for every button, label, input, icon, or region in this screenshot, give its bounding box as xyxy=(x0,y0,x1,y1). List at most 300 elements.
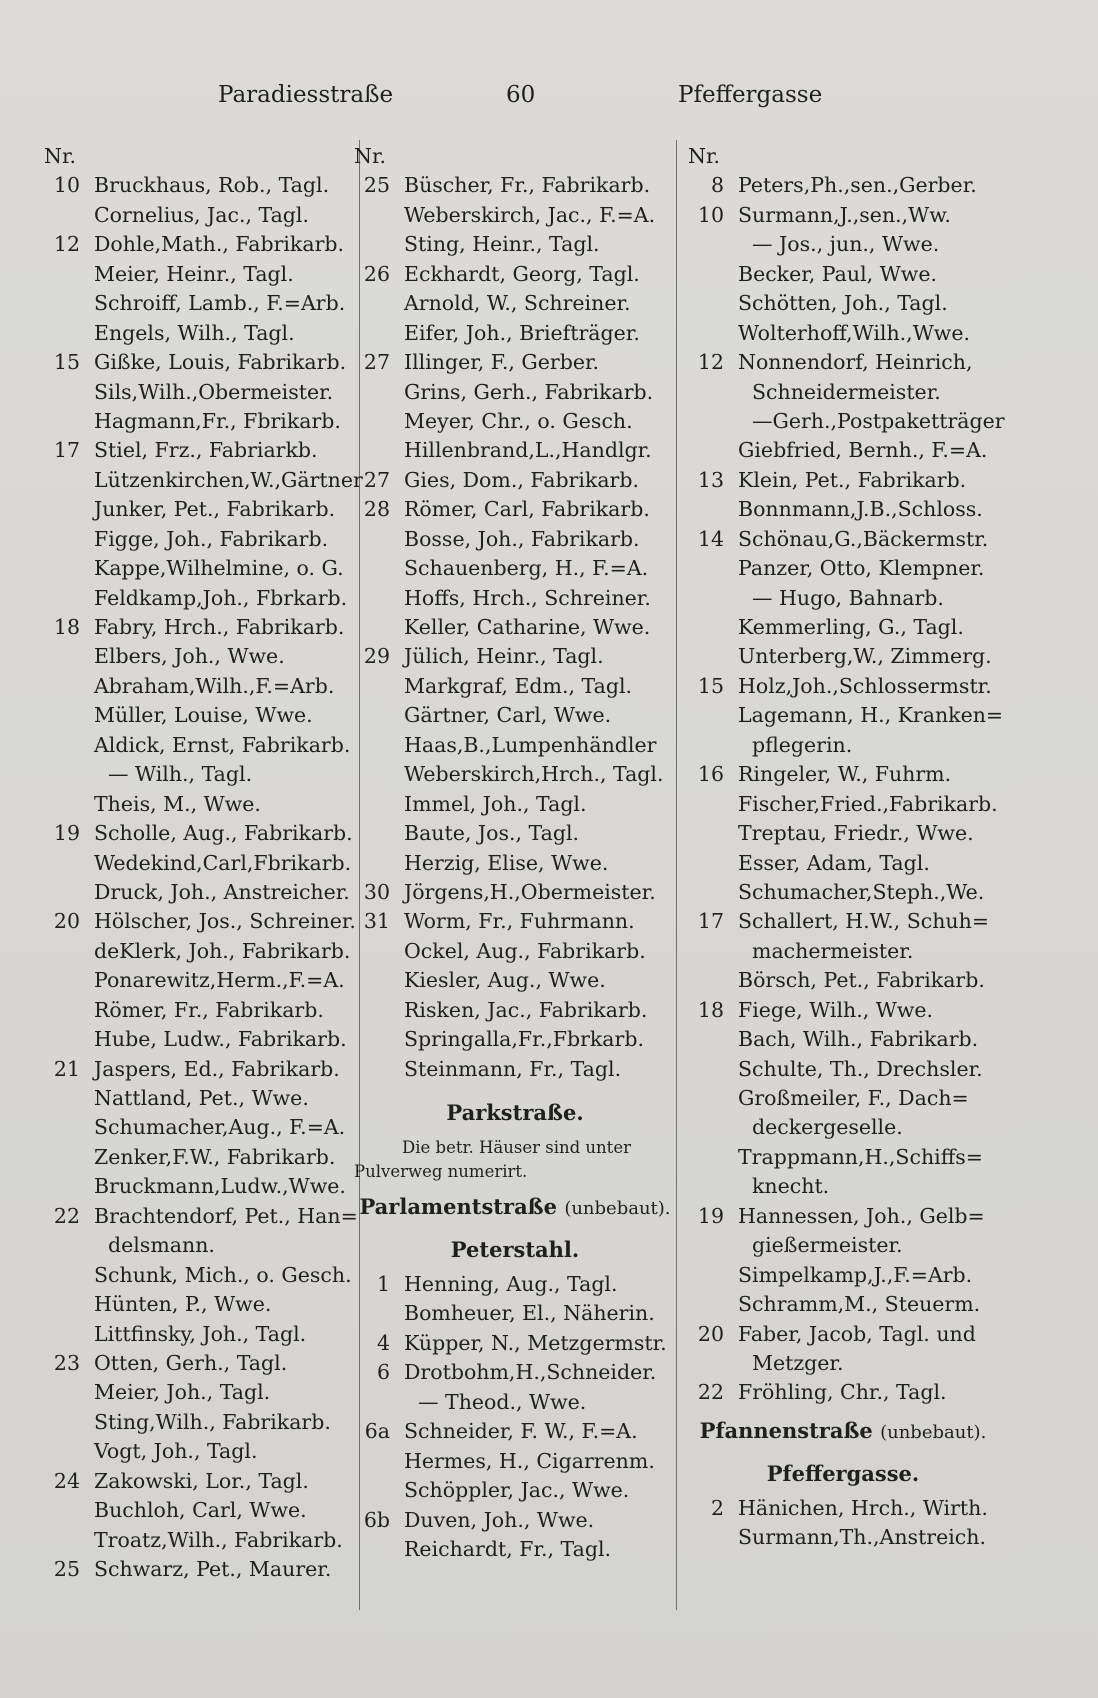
house-number: 22 xyxy=(53,1203,80,1228)
directory-entry xyxy=(354,1270,676,1299)
resident-entry: Schumacher,Steph.,We. xyxy=(738,879,985,904)
resident-entry: Schroiff, Lamb., F.=Arb. xyxy=(94,291,346,316)
resident-entry: Worm, Fr., Fuhrmann. xyxy=(404,909,635,934)
resident-entry: Brachtendorf, Pet., Han= xyxy=(94,1203,358,1228)
resident-entry: Surmann,J.,sen.,Ww. xyxy=(738,202,951,227)
directory-entry xyxy=(44,1408,356,1437)
house-number: 20 xyxy=(697,1321,724,1346)
directory-entry xyxy=(354,760,676,789)
resident-entry: Hünten, P., Wwe. xyxy=(94,1292,272,1317)
directory-entry xyxy=(688,878,998,907)
house-number: 19 xyxy=(53,821,80,846)
directory-entry xyxy=(354,554,676,583)
directory-entry xyxy=(44,1261,356,1290)
nr-label: Nr. xyxy=(354,144,387,168)
directory-entry xyxy=(44,436,356,465)
directory-entry xyxy=(688,1261,998,1290)
resident-entry: Wolterhoff,Wilh.,Wwe. xyxy=(738,320,970,345)
street-status: (unbebaut). xyxy=(564,1198,671,1219)
resident-entry: Markgraf, Edm., Tagl. xyxy=(404,673,633,698)
house-number: 15 xyxy=(53,350,80,375)
house-number: 6a xyxy=(364,1419,390,1444)
note-line: Pulverweg numerirt. xyxy=(354,1162,528,1181)
entries-col3-paradiesstrasse xyxy=(688,171,1005,1407)
directory-entry xyxy=(354,672,676,701)
resident-entry: Meyer, Chr., o. Gesch. xyxy=(404,408,633,433)
resident-entry: Troatz,Wilh., Fabrikarb. xyxy=(94,1527,343,1552)
directory-entry xyxy=(688,849,998,878)
resident-entry: Nattland, Pet., Wwe. xyxy=(94,1086,309,1110)
resident-entry: Wedekind,Carl,Fbrikarb. xyxy=(94,850,352,875)
resident-entry: Grins, Gerh., Fabrikarb. xyxy=(404,379,654,404)
resident-entry: Holz,Joh.,Schlossermstr. xyxy=(738,673,992,698)
directory-entry xyxy=(688,731,998,760)
house-number: 30 xyxy=(363,879,390,904)
resident-entry: Hube, Ludw., Fabrikarb. xyxy=(94,1027,347,1052)
header-left-street: Paradiesstraße xyxy=(218,82,394,108)
street-heading-pfeffergasse: Pfeffergasse. xyxy=(766,1460,920,1486)
house-number: 2 xyxy=(710,1495,724,1520)
directory-entry xyxy=(354,966,676,995)
directory-entry xyxy=(688,230,998,259)
column-1 xyxy=(44,142,363,1584)
directory-entry xyxy=(688,1202,998,1231)
column-2 xyxy=(354,142,676,1564)
resident-entry: Fischer,Fried.,Fabrikarb. xyxy=(738,791,998,816)
entries-col1 xyxy=(44,171,363,1584)
directory-entry xyxy=(44,701,356,730)
resident-entry: Steinmann, Fr., Tagl. xyxy=(404,1056,622,1081)
directory-entry xyxy=(688,1378,998,1407)
house-number: 20 xyxy=(53,909,80,934)
directory-entry xyxy=(44,996,356,1025)
resident-entry: Sting,Wilh., Fabrikarb. xyxy=(94,1409,331,1434)
resident-entry: Jülich, Heinr., Tagl. xyxy=(404,644,604,669)
nr-label: Nr. xyxy=(44,144,77,168)
directory-entry xyxy=(354,584,676,613)
resident-entry: Schramm,M., Steuerm. xyxy=(738,1292,981,1317)
directory-entry xyxy=(688,1084,998,1113)
resident-entry: Feldkamp,Joh., Fbrkarb. xyxy=(94,585,348,610)
street-heading-parkstrasse: Parkstraße. xyxy=(446,1100,584,1125)
resident-entry: Hermes, H., Cigarrenm. xyxy=(404,1448,655,1473)
resident-entry: Esser, Adam, Tagl. xyxy=(738,850,930,875)
resident-entry: Schönau,G.,Bäckermstr. xyxy=(738,526,989,551)
directory-entry xyxy=(44,525,356,554)
directory-entry xyxy=(688,1290,998,1319)
house-number: 26 xyxy=(363,261,390,286)
directory-entry xyxy=(44,1172,356,1201)
house-number: 17 xyxy=(53,438,80,463)
resident-entry: Springalla,Fr.,Fbrkarb. xyxy=(404,1027,644,1052)
directory-entry xyxy=(44,1084,356,1113)
directory-entry xyxy=(688,1320,998,1349)
resident-entry: Meier, Heinr., Tagl. xyxy=(94,261,294,286)
house-number: 25 xyxy=(53,1557,80,1581)
resident-entry: Risken, Jac., Fabrikarb. xyxy=(404,997,648,1022)
resident-entry: Schauenberg, H., F.=A. xyxy=(404,556,649,581)
directory-entry xyxy=(688,171,998,200)
directory-entry xyxy=(44,907,356,936)
directory-entry xyxy=(688,1494,998,1523)
resident-entry: Illinger, F., Gerber. xyxy=(404,350,600,375)
resident-entry: Vogt, Joh., Tagl. xyxy=(94,1439,258,1464)
directory-entry xyxy=(354,1388,676,1417)
house-number: 27 xyxy=(363,350,390,375)
directory-entry xyxy=(44,1202,356,1231)
directory-entry xyxy=(44,171,356,200)
directory-entry xyxy=(44,672,356,701)
directory-entry xyxy=(688,672,998,701)
directory-entry xyxy=(354,701,676,730)
directory-entry xyxy=(44,731,356,760)
street-title: Parlamentstraße xyxy=(359,1194,557,1219)
resident-entry: Bach, Wilh., Fabrikarb. xyxy=(738,1027,979,1052)
resident-entry: Zakowski, Lor., Tagl. xyxy=(94,1468,309,1493)
directory-entry xyxy=(688,289,998,318)
resident-entry: Duven, Joh., Wwe. xyxy=(404,1507,595,1532)
resident-entry: Simpelkamp,J.,F.=Arb. xyxy=(738,1262,973,1287)
directory-entry xyxy=(44,319,356,348)
resident-entry: Müller, Louise, Wwe. xyxy=(94,703,313,728)
resident-entry: Gies, Dom., Fabrikarb. xyxy=(404,467,639,492)
directory-entry xyxy=(354,642,676,671)
resident-entry: Panzer, Otto, Klempner. xyxy=(738,556,985,581)
directory-entry xyxy=(354,613,676,642)
directory-entry xyxy=(688,1523,998,1552)
house-number: 15 xyxy=(697,673,724,698)
resident-entry: Weberskirch,Hrch., Tagl. xyxy=(404,762,664,787)
directory-entry xyxy=(354,907,676,936)
directory-entry xyxy=(354,937,676,966)
resident-entry: Scholle, Aug., Fabrikarb. xyxy=(94,821,353,846)
directory-entry xyxy=(44,1025,356,1054)
resident-entry: Lagemann, H., Kranken= xyxy=(738,703,1004,728)
directory-entry xyxy=(354,230,676,259)
directory-entry xyxy=(44,201,356,230)
house-number: 19 xyxy=(697,1203,724,1228)
directory-entry xyxy=(354,525,676,554)
house-number: 14 xyxy=(697,526,724,551)
directory-entry xyxy=(354,878,676,907)
resident-entry: Römer, Carl, Fabrikarb. xyxy=(404,497,650,522)
resident-entry: Ockel, Aug., Fabrikarb. xyxy=(404,938,646,963)
resident-entry: Figge, Joh., Fabrikarb. xyxy=(94,526,329,551)
directory-entry xyxy=(44,1113,356,1142)
house-number: 6b xyxy=(363,1507,390,1532)
resident-entry: Eckhardt, Georg, Tagl. xyxy=(404,261,640,286)
resident-entry: Fabry, Hrch., Fabrikarb. xyxy=(94,615,345,639)
resident-entry: Stiel, Frz., Fabriarkb. xyxy=(94,438,318,463)
house-number: 23 xyxy=(53,1350,80,1375)
directory-entry xyxy=(688,554,998,583)
resident-entry: Römer, Fr., Fabrikarb. xyxy=(94,997,324,1022)
resident-entry: Börsch, Pet., Fabrikarb. xyxy=(738,968,985,993)
directory-entry xyxy=(354,1417,676,1446)
resident-entry: delsmann. xyxy=(108,1233,215,1258)
house-number: 21 xyxy=(53,1056,80,1081)
directory-entry xyxy=(354,495,676,524)
resident-entry: Bonnmann,J.B.,Schloss. xyxy=(738,497,983,522)
house-number: 18 xyxy=(697,997,724,1022)
resident-entry: Küpper, N., Metzgermstr. xyxy=(404,1330,667,1355)
directory-entry xyxy=(354,819,676,848)
resident-entry: Ponarewitz,Herm.,F.=A. xyxy=(94,968,345,993)
resident-entry: Klein, Pet., Fabrikarb. xyxy=(738,467,967,492)
directory-entry xyxy=(688,436,998,465)
resident-entry: Kiesler, Aug., Wwe. xyxy=(404,968,606,993)
resident-entry: Sting, Heinr., Tagl. xyxy=(404,232,600,257)
resident-entry: Schallert, H.W., Schuh= xyxy=(738,909,990,934)
resident-entry: Surmann,Th.,Anstreich. xyxy=(738,1525,986,1550)
resident-entry: Dohle,Math., Fabrikarb. xyxy=(94,232,345,257)
resident-entry: Eifer, Joh., Briefträger. xyxy=(404,320,640,345)
resident-entry: Bosse, Joh., Fabrikarb. xyxy=(404,526,640,551)
resident-entry: Hölscher, Jos., Schreiner. xyxy=(94,909,356,934)
directory-entry xyxy=(688,201,998,230)
resident-entry: Junker, Pet., Fabrikarb. xyxy=(94,497,336,522)
house-number: 16 xyxy=(697,762,724,787)
house-number: 17 xyxy=(697,909,724,934)
house-number: 27 xyxy=(363,467,390,492)
directory-entry xyxy=(688,319,998,348)
resident-entry: Weberskirch, Jac., F.=A. xyxy=(404,202,656,227)
directory-entry xyxy=(688,1025,998,1054)
house-number: 12 xyxy=(53,232,80,257)
resident-entry: Bruckmann,Ludw.,Wwe. xyxy=(94,1174,346,1199)
directory-entry xyxy=(44,554,356,583)
resident-entry: Gißke, Louis, Fabrikarb. xyxy=(94,350,347,375)
street-status: (unbebaut). xyxy=(880,1421,987,1443)
directory-entry xyxy=(44,1526,356,1555)
directory-entry xyxy=(354,1025,676,1054)
directory-entry xyxy=(354,1358,676,1387)
directory-entry xyxy=(354,407,676,436)
resident-entry: pflegerin. xyxy=(752,732,853,757)
resident-entry: Jaspers, Ed., Fabrikarb. xyxy=(94,1056,340,1081)
entries-col3-pfeffergasse xyxy=(688,1494,998,1553)
directory-entry xyxy=(688,260,998,289)
resident-entry: Sils,Wilh.,Obermeister. xyxy=(94,379,334,404)
directory-entry xyxy=(688,760,998,789)
directory-entry xyxy=(688,1143,998,1172)
resident-entry: Jörgens,H.,Obermeister. xyxy=(404,879,656,904)
resident-entry: — Theod., Wwe. xyxy=(418,1389,587,1414)
directory-entry xyxy=(688,466,998,495)
directory-entry xyxy=(354,849,676,878)
directory-entry xyxy=(354,201,676,230)
resident-entry: Schunk, Mich., o. Gesch. xyxy=(94,1262,352,1287)
resident-entry: Engels, Wilh., Tagl. xyxy=(94,320,295,345)
house-number: 4 xyxy=(376,1330,390,1355)
resident-entry: Druck, Joh., Anstreicher. xyxy=(94,879,350,904)
directory-entry xyxy=(44,937,356,966)
directory-entry xyxy=(688,584,998,613)
directory-entry xyxy=(688,996,998,1025)
resident-entry: Otten, Gerh., Tagl. xyxy=(94,1350,288,1375)
directory-entry xyxy=(354,1506,676,1535)
directory-entry xyxy=(354,1329,676,1358)
resident-entry: Abraham,Wilh.,F.=Arb. xyxy=(94,673,335,698)
resident-entry: Schneidermeister. xyxy=(752,379,941,404)
resident-entry: Schneider, F. W., F.=A. xyxy=(404,1419,638,1444)
directory-entry xyxy=(354,171,676,200)
resident-entry: Baute, Jos., Tagl. xyxy=(404,821,580,846)
resident-entry: knecht. xyxy=(752,1174,830,1199)
resident-entry: Cornelius, Jac., Tagl. xyxy=(94,202,309,227)
directory-entry xyxy=(688,819,998,848)
directory-entry xyxy=(354,1447,676,1476)
house-number: 25 xyxy=(363,173,390,198)
directory-entry xyxy=(354,378,676,407)
resident-entry: Drotbohm,H.,Schneider. xyxy=(404,1360,657,1385)
directory-entry xyxy=(44,1055,356,1084)
resident-entry: Kemmerling, G., Tagl. xyxy=(738,615,964,639)
resident-entry: Unterberg,W., Zimmerg. xyxy=(738,644,992,669)
directory-entry xyxy=(44,790,356,819)
directory-entry xyxy=(44,1496,356,1525)
resident-entry: Hillenbrand,L.,Handlgr. xyxy=(404,438,652,463)
resident-entry: Elbers, Joh., Wwe. xyxy=(94,644,285,669)
directory-entry xyxy=(44,289,356,318)
resident-entry: Arnold, W., Schreiner. xyxy=(404,291,631,316)
resident-entry: Haas,B.,Lumpenhändler xyxy=(404,732,657,757)
resident-entry: Bomheuer, El., Näherin. xyxy=(404,1301,655,1326)
resident-entry: Schötten, Joh., Tagl. xyxy=(738,291,948,316)
directory-entry xyxy=(688,1349,998,1378)
street-heading-parlamentstrasse xyxy=(354,1184,676,1230)
directory-entry xyxy=(688,790,998,819)
directory-entry xyxy=(44,584,356,613)
house-number: 29 xyxy=(363,644,390,669)
house-number: 10 xyxy=(53,173,80,198)
resident-entry: Keller, Catharine, Wwe. xyxy=(404,615,651,639)
directory-entry xyxy=(688,613,998,642)
resident-entry: Schumacher,Aug., F.=A. xyxy=(94,1115,346,1140)
directory-entry xyxy=(688,1113,998,1142)
directory-entry xyxy=(688,701,1004,730)
directory-entry xyxy=(688,642,998,671)
directory-entry xyxy=(354,348,676,377)
directory-entry xyxy=(44,966,356,995)
directory-entry xyxy=(688,378,998,407)
directory-entry xyxy=(44,466,363,495)
resident-entry: Lützenkirchen,W.,Gärtner xyxy=(94,467,363,492)
directory-entry xyxy=(44,1143,356,1172)
resident-entry: Metzger. xyxy=(752,1350,844,1375)
directory-entry xyxy=(44,760,356,789)
resident-entry: Peters,Ph.,sen.,Gerber. xyxy=(738,173,977,198)
house-number: 18 xyxy=(53,615,80,639)
directory-entry xyxy=(44,495,356,524)
directory-entry xyxy=(44,348,356,377)
directory-entry xyxy=(354,1055,676,1084)
column-divider xyxy=(676,140,677,1610)
note-line: Die betr. Häuser sind unter xyxy=(402,1138,631,1157)
resident-entry: Herzig, Elise, Wwe. xyxy=(404,850,609,875)
directory-entry xyxy=(44,878,356,907)
directory-entry xyxy=(44,1467,356,1496)
resident-entry: Hoffs, Hrch., Schreiner. xyxy=(404,585,651,610)
directory-entry xyxy=(688,1231,998,1260)
header-right-street: Pfeffergasse xyxy=(678,82,823,108)
directory-entry xyxy=(354,996,676,1025)
resident-entry: Buchloh, Carl, Wwe. xyxy=(94,1498,307,1523)
resident-entry: Aldick, Ernst, Fabrikarb. xyxy=(94,732,351,757)
parkstrasse-note xyxy=(354,1136,676,1184)
directory-entry xyxy=(44,378,356,407)
directory-entry xyxy=(44,1290,356,1319)
directory-entry xyxy=(44,1231,356,1260)
resident-entry: Schwarz, Pet., Maurer. xyxy=(94,1557,332,1581)
resident-entry: gießermeister. xyxy=(752,1233,903,1258)
directory-entry xyxy=(688,348,998,377)
resident-entry: deKlerk, Joh., Fabrikarb. xyxy=(94,938,351,963)
directory-entry xyxy=(354,790,676,819)
resident-entry: machermeister. xyxy=(752,938,914,963)
resident-entry: Henning, Aug., Tagl. xyxy=(404,1272,618,1296)
resident-entry: Fröhling, Chr., Tagl. xyxy=(738,1380,947,1405)
resident-entry: Giebfried, Bernh., F.=A. xyxy=(738,438,988,463)
resident-entry: Nonnendorf, Heinrich, xyxy=(738,350,973,375)
directory-entry xyxy=(688,966,998,995)
resident-entry: Großmeiler, F., Dach= xyxy=(738,1086,969,1110)
resident-entry: Meier, Joh., Tagl. xyxy=(94,1380,271,1405)
house-number: 1 xyxy=(376,1272,390,1296)
directory-entry xyxy=(354,466,676,495)
resident-entry: Kappe,Wilhelmine, o. G. xyxy=(94,556,344,581)
resident-entry: Theis, M., Wwe. xyxy=(94,791,261,816)
directory-entry xyxy=(354,289,676,318)
resident-entry: deckergeselle. xyxy=(752,1115,903,1140)
street-title: Pfannenstraße xyxy=(699,1417,873,1443)
page-header xyxy=(0,82,1098,118)
resident-entry: Büscher, Fr., Fabrikarb. xyxy=(404,173,651,198)
directory-entry xyxy=(44,230,356,259)
directory-entry xyxy=(354,731,676,760)
directory-entry xyxy=(44,642,356,671)
resident-entry: Treptau, Friedr., Wwe. xyxy=(738,821,974,846)
house-number: 24 xyxy=(53,1468,80,1493)
house-number: 10 xyxy=(697,202,724,227)
directory-entry xyxy=(44,1437,356,1466)
resident-entry: — Hugo, Bahnarb. xyxy=(752,585,944,610)
directory-entry xyxy=(688,407,1005,436)
resident-entry: Reichardt, Fr., Tagl. xyxy=(404,1536,612,1561)
resident-entry: Trappmann,H.,Schiffs= xyxy=(738,1144,983,1169)
column-3 xyxy=(688,142,1005,1553)
house-number: 6 xyxy=(376,1360,390,1385)
resident-entry: — Jos., jun., Wwe. xyxy=(752,232,940,257)
page-number: 60 xyxy=(506,82,536,108)
directory-entry xyxy=(688,1055,998,1084)
house-number: 31 xyxy=(363,909,390,934)
directory-entry xyxy=(44,1378,356,1407)
resident-entry: Littfinsky, Joh., Tagl. xyxy=(94,1321,307,1346)
directory-entry xyxy=(44,1320,356,1349)
directory-entry xyxy=(44,407,356,436)
directory-entry xyxy=(44,1555,356,1584)
house-number: 28 xyxy=(363,497,390,522)
resident-entry: Immel, Joh., Tagl. xyxy=(404,791,587,816)
resident-entry: Fiege, Wilh., Wwe. xyxy=(738,997,934,1022)
directory-entry xyxy=(354,1476,676,1505)
resident-entry: —Gerh.,Postpaketträger xyxy=(752,408,1005,433)
entries-col2-paradiesstrasse xyxy=(354,171,676,1084)
directory-entry xyxy=(44,260,356,289)
resident-entry: Gärtner, Carl, Wwe. xyxy=(404,703,612,728)
resident-entry: Hagmann,Fr., Fbrikarb. xyxy=(94,408,341,433)
